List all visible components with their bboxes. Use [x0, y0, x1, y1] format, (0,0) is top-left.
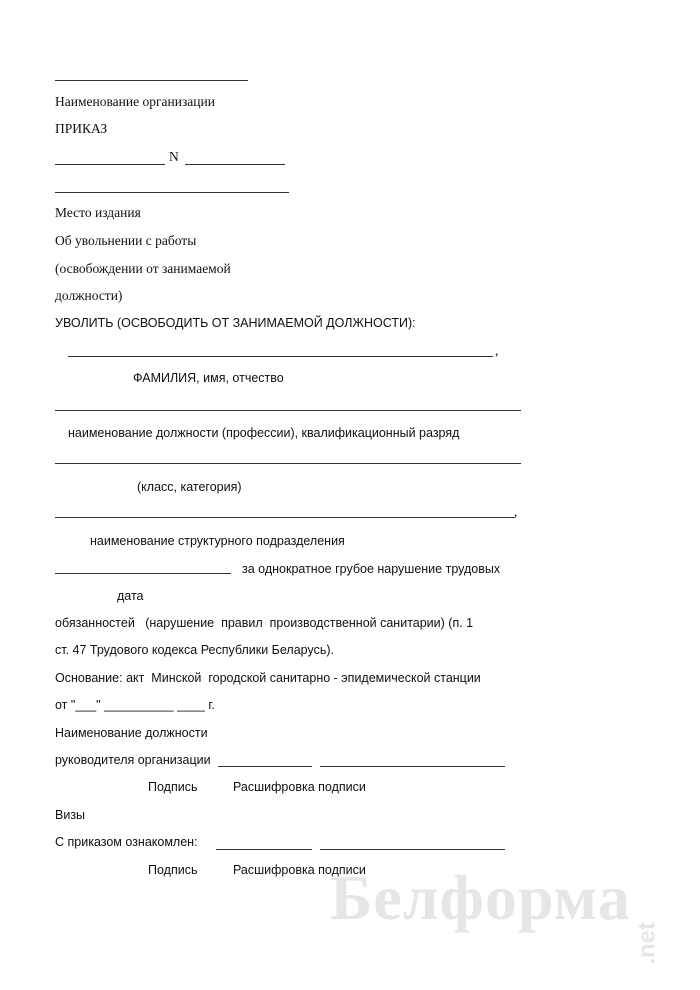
dismissal-date-line: [55, 573, 231, 574]
order-number-line: [185, 164, 285, 165]
department-comma: ,: [514, 504, 518, 519]
position-line: [55, 410, 521, 411]
department-caption: наименование структурного подразделения: [90, 534, 345, 548]
reason-line-3: ст. 47 Трудового кодекса Республики Беларусь).: [55, 643, 334, 657]
signature-caption-1: Подпись: [148, 780, 198, 794]
class-line: [55, 463, 521, 464]
head-signature-line: [218, 766, 312, 767]
place-of-issue-label: Место издания: [55, 205, 141, 220]
basis-line: Основание: акт Минской городской санитарно - эпидемической станции: [55, 671, 481, 685]
reason-line-2: обязанностей (нарушение правил производственной санитарии) (п. 1: [55, 616, 474, 630]
department-line: [55, 517, 515, 518]
head-title-line-1: Наименование должности: [55, 726, 208, 740]
order-heading: УВОЛИТЬ (ОСВОБОДИТЬ ОТ ЗАНИМАЕМОЙ ДОЛЖНОСТИ):: [55, 316, 416, 330]
subject-line-1: Об увольнении с работы: [55, 233, 197, 248]
subject-line-3: должности): [55, 288, 123, 303]
date-caption: дата: [117, 589, 144, 603]
fio-comma: ,: [495, 343, 499, 358]
basis-date-line: от "___" __________ ____ г.: [55, 698, 215, 712]
subject-line-2: (освобождении от занимаемой: [55, 261, 231, 276]
visas-label: Визы: [55, 808, 86, 822]
belforma-watermark: [330, 850, 661, 965]
acquainted-label: С приказом ознакомлен:: [55, 835, 198, 849]
place-of-issue-line: [55, 192, 289, 193]
fio-caption: ФАМИЛИЯ, имя, отчество: [133, 371, 284, 385]
organization-label: Наименование организации: [55, 94, 215, 109]
decoding-caption-1: Расшифровка подписи: [233, 780, 366, 794]
decoding-caption-2: Расшифровка подписи: [233, 863, 366, 877]
order-date-line: [55, 164, 165, 165]
order-number-sign: N: [169, 149, 179, 164]
organization-name-line: [55, 80, 248, 81]
reason-line-1: за однократное грубое нарушение трудовых: [242, 562, 501, 576]
head-title-line-2: руководителя организации: [55, 753, 211, 767]
class-caption: (класс, категория): [137, 480, 242, 494]
watermark-domain: .net: [634, 922, 661, 965]
signature-caption-2: Подпись: [148, 863, 198, 877]
document-type-title: ПРИКАЗ: [55, 121, 108, 136]
head-decoding-line: [320, 766, 505, 767]
acquainted-signature-line: [216, 849, 312, 850]
watermark-brand: Белформа: [330, 862, 631, 933]
position-caption: наименование должности (профессии), квалификационный разряд: [68, 426, 460, 440]
fio-line: [68, 356, 493, 357]
